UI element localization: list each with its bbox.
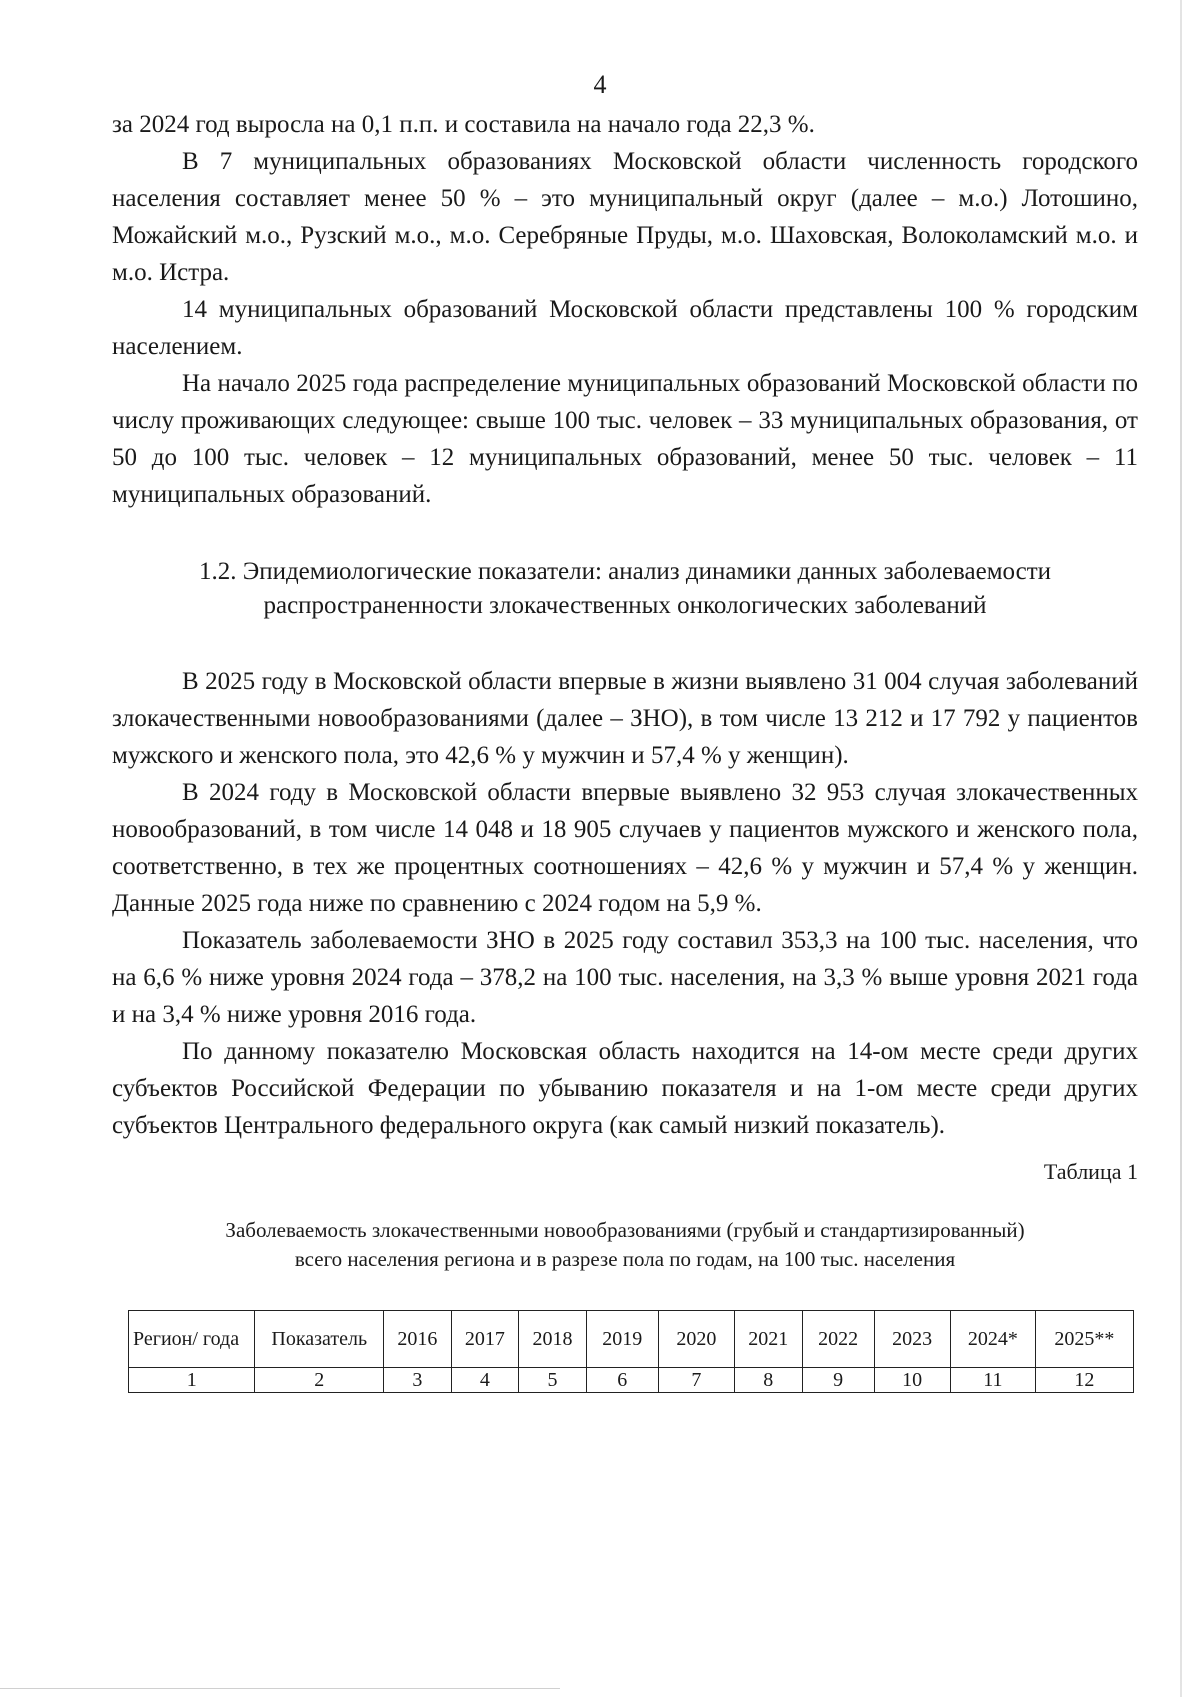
header-cell-year: 2023 (874, 1311, 950, 1368)
header-cell-region: Регион/ года (129, 1311, 255, 1368)
section-heading-line-2: распространенности злокачественных онкологических заболеваний (263, 592, 987, 619)
header-cell-year: 2021 (735, 1311, 803, 1368)
column-number-cell: 2 (255, 1368, 384, 1393)
column-number-cell: 4 (451, 1368, 519, 1393)
page-bottom-edge (0, 1688, 560, 1689)
section-heading-line-1: 1.2. Эпидемиологические показатели: анализ динамики данных заболеваемости (198, 558, 1052, 585)
column-number-cell: 9 (802, 1368, 874, 1393)
page-edge-shadow (1180, 0, 1182, 1697)
column-number-cell: 12 (1035, 1368, 1133, 1393)
table-caption-line-2: всего населения региона и в разрезе пола по годам, на 100 тыс. населения (294, 1247, 956, 1271)
page-number: 4 (593, 70, 607, 99)
table-caption (112, 1216, 1138, 1274)
table-label: Таблица 1 (1043, 1159, 1138, 1184)
paragraph-continuation: за 2024 год выросла на 0,1 п.п. и составила на начало года 22,3 %. (112, 111, 815, 138)
header-cell-year: 2019 (586, 1311, 658, 1368)
table-caption-line-1: Заболеваемость злокачественными новообразованиями (грубый и стандартизированный) (225, 1218, 1025, 1242)
header-cell-year: 2017 (451, 1311, 519, 1368)
header-cell-year: 2025** (1035, 1311, 1133, 1368)
section-heading (112, 555, 1138, 623)
header-cell-year: 2024* (950, 1311, 1035, 1368)
column-number-cell: 6 (586, 1368, 658, 1393)
paragraph-urban-population: В 7 муниципальных образованиях Московской области численность городского населения составляет менее 50 % – это муниципальный округ (далее – м.о.) Лотошино, Можайский м.о., Рузский м.о., м.о. Серебряные Пруды, м.о. Шаховская, Волоколамский м.о. и м.о. Истра. (112, 148, 1138, 286)
header-cell-year: 2018 (519, 1311, 587, 1368)
table-header-row (129, 1311, 1134, 1368)
column-number-cell: 3 (384, 1368, 452, 1393)
incidence-table (128, 1310, 1134, 1393)
column-number-cell: 5 (519, 1368, 587, 1393)
column-number-cell: 7 (658, 1368, 734, 1393)
paragraph-incidence-rate: Показатель заболеваемости ЗНО в 2025 году составил 353,3 на 100 тыс. населения, что на 6,6 % ниже уровня 2024 года – 378,2 на 100 тыс. населения, на 3,3 % выше уровня 2021 года и на 3,4 % ниже уровня 2016 года. (112, 927, 1138, 1028)
column-number-cell: 10 (874, 1368, 950, 1393)
table-column-number-row (129, 1368, 1134, 1393)
document-body (112, 106, 1138, 1393)
paragraph-2024-cases: В 2024 году в Московской области впервые выявлено 32 953 случая злокачественных новообразований, в том числе 14 048 и 18 905 случаев у пациентов мужского и женского пола, соответственно, в тех же процентных соотношениях – 42,6 % у мужчин и 57,4 % у женщин. Данные 2025 года ниже по сравнению с 2024 годом на 5,9 %. (112, 779, 1138, 917)
column-number-cell: 1 (129, 1368, 255, 1393)
header-cell-indicator: Показатель (255, 1311, 384, 1368)
paragraph-fully-urban: 14 муниципальных образований Московской области представлены 100 % городским населением. (112, 296, 1138, 360)
paragraph-distribution: На начало 2025 года распределение муниципальных образований Московской области по числу проживающих следующее: свыше 100 тыс. человек – 33 муниципальных образования, от 50 до 100 тыс. человек – 12 муниципальных образований, менее 50 тыс. человек – 11 муниципальных образований. (112, 370, 1138, 508)
column-number-cell: 11 (950, 1368, 1035, 1393)
header-cell-year: 2016 (384, 1311, 452, 1368)
paragraph-2025-cases: В 2025 году в Московской области впервые в жизни выявлено 31 004 случая заболеваний злокачественными новообразованиями (далее – ЗНО), в том числе 13 212 и 17 792 у пациентов мужского и женского пола, это 42,6 % у мужчин и 57,4 % у женщин). (112, 668, 1138, 769)
column-number-cell: 8 (735, 1368, 803, 1393)
header-cell-year: 2020 (658, 1311, 734, 1368)
paragraph-ranking: По данному показателю Московская область находится на 14-ом месте среди других субъектов Российской Федерации по убыванию показателя и на 1-ом месте среди других субъектов Центрального федерального округа (как самый низкий показатель). (112, 1038, 1138, 1139)
header-cell-year: 2022 (802, 1311, 874, 1368)
